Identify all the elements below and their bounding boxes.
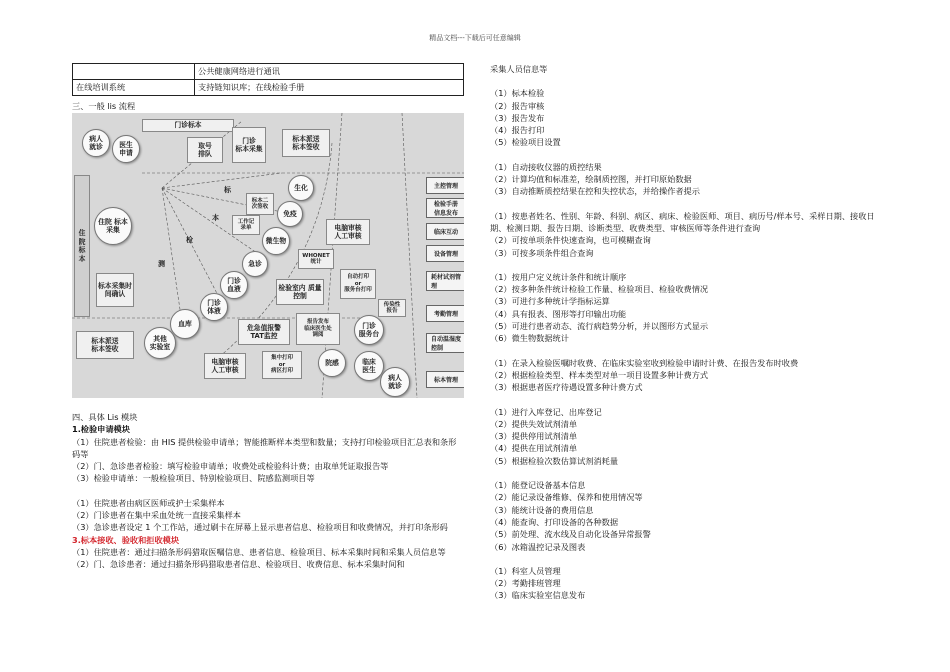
box-collection-time: 标本采集时间确认 <box>96 273 134 307</box>
box-computer-review: 电脑审核 人工审核 <box>326 219 370 245</box>
table-cell <box>73 64 195 80</box>
btn-master-control: 主控管理 <box>426 177 464 194</box>
box-infectious-report: 传染性 报告 <box>378 299 406 317</box>
btn-specimen-mgmt: 标本管理 <box>426 371 464 388</box>
box-dispatch-sign: 标本派送 标本签收 <box>282 129 330 157</box>
btn-temp-humidity: 自动温湿度 控制 <box>426 333 464 353</box>
list-item: （1）住院患者：通过扫描条形码猎取医嘱信息、患者信息、检验项目、标本采集时间和采集人员信息等 <box>72 546 446 557</box>
list-item: （5）可进行患者动态、流行病趋势分析，并以图形方式显示 <box>490 321 709 332</box>
table-cell: 支持链知识库；在线检验手册 <box>195 80 464 96</box>
box-whonet: WHONET 统计 <box>298 249 334 269</box>
circle-blood-bank: 血库 <box>170 309 200 339</box>
circle-infection: 院感 <box>318 349 346 377</box>
list-item: （4）具有报表、图形等打印输出功能 <box>490 308 627 319</box>
list-item: （3）急诊患者设定 1 个工作站，通过刷卡在屏幕上显示患者信息、检验项目和收费情况，并打印条形码 <box>72 522 448 533</box>
circle-patient-visit-2: 病人 就诊 <box>380 367 410 397</box>
box-outpatient-specimen: 门诊标本 <box>142 119 234 132</box>
list-item: （5）检验项目设置 <box>490 137 561 148</box>
box-work-record: 工作记 录单 <box>232 215 260 235</box>
list-item: （2）提供失效试剂清单 <box>490 418 578 429</box>
fan-label: 本 <box>212 214 219 222</box>
list-item: （1）按患者姓名、性别、年龄、科别、病区、病床、检验医师、项目、病历号/样本号、采样日期、接收日期、检测日期、报告日期、诊断类型、收费类型、审核医师等条件进行查询 <box>490 210 875 233</box>
circle-outpatient-blood: 门诊 血液 <box>220 271 248 299</box>
list-item: （1）能登记设备基本信息 <box>490 480 586 491</box>
box-outpatient-collection: 门诊 标本采集 <box>232 127 266 163</box>
top-table <box>72 63 464 96</box>
circle-service-desk: 门诊 服务台 <box>354 315 384 345</box>
list-item: （6）微生物数据统计 <box>490 333 569 344</box>
continued-text: 采集人员信息等 <box>490 64 548 74</box>
list-item: （4）能查询、打印设备的各种数据 <box>490 516 619 527</box>
box-dispatch-sign-2: 标本派送 标本签收 <box>76 331 134 359</box>
list-item: （4）报告打印 <box>490 125 545 136</box>
list-item: （5）前处理、流水线及自动化设备异常报警 <box>490 529 651 540</box>
list-item: （2）门、急诊患者检验：填写检验申请单；收费处或检验科计费；由取单凭证取报告等 <box>72 461 389 472</box>
box-second-sign: 标本二 次签收 <box>246 193 274 215</box>
list-item: （3）提供停用试剂清单 <box>490 431 578 442</box>
circle-microbiology: 微生物 <box>262 227 290 255</box>
fan-label: 标 <box>224 186 231 194</box>
list-item: （3）自动推断质控结果在控和失控状态，并给操作者提示 <box>490 186 700 197</box>
list-item: （1）在录入检验医嘱时收费、在临床实验室收到检验申请时计费、在报告发布时收费 <box>490 357 799 368</box>
box-computer-review-2: 电脑审核 人工审核 <box>204 353 246 379</box>
btn-clinical-interaction: 临床互动 <box>426 223 464 240</box>
list-item: （2）能记录设备维修、保养和使用情况等 <box>490 492 643 503</box>
btn-manual-publish: 检验手册 信息发布 <box>426 198 464 218</box>
circle-biochemistry: 生化 <box>288 175 314 201</box>
box-indoor-qc: 检验室内 质量控制 <box>276 279 324 305</box>
list-item: （1）住院患者检验：由 HIS 提供检验申请单；智能推断样本类型和数量；支持打印检验项目汇总表和条形码等 <box>72 436 457 459</box>
table-cell: 在线培训系统 <box>73 80 195 96</box>
circle-clinical-doctor: 临床 医生 <box>354 351 384 381</box>
box-auto-print: 自动打印 or 服务台打印 <box>340 269 376 299</box>
lis-flow-diagram <box>72 113 464 398</box>
section-title: 3.标本接收、验收和拒收模块 <box>72 534 180 545</box>
left-column <box>72 411 464 571</box>
list-item: （2）计算均值和标准差，绘制质控图，并打印原始数据 <box>490 174 692 185</box>
circle-emergency: 急诊 <box>242 251 268 277</box>
list-item: （2）可按单项条件快速查询，也可模糊查询 <box>490 235 651 246</box>
circle-inpatient-collection: 住院 标本采集 <box>94 207 132 245</box>
circle-other-lab: 其他 实验室 <box>144 327 176 359</box>
box-take-number: 取号 排队 <box>187 137 223 163</box>
list-item: （4）提供在用试剂清单 <box>490 443 578 454</box>
fan-label: 检 <box>186 236 193 244</box>
list-item: （3）能统计设备的费用信息 <box>490 504 594 515</box>
table-cell: 公共健康网络进行通讯 <box>195 64 464 80</box>
heading-general-flow: 三、一般 lis 流程 <box>72 101 136 111</box>
list-item: （3）根据患者医疗待遇设置多种计费方式 <box>490 382 643 393</box>
list-item: （1）按用户定义统计条件和统计顺序 <box>490 271 627 282</box>
list-item: （1）标本检验 <box>490 88 545 99</box>
list-item: （1）住院患者由病区医师或护士采集样本 <box>72 497 225 508</box>
list-item: （5）根据检验次数估算试剂消耗量 <box>490 455 619 466</box>
list-item: （1）进行入库登记、出库登记 <box>490 406 602 417</box>
box-critical-alarm: 危急值报警 TAT监控 <box>238 319 290 345</box>
circle-doctor-request: 医生 申请 <box>112 135 140 163</box>
list-item: （3）可按多项条件组合查询 <box>490 247 594 258</box>
section-title: 1.检验申请模块 <box>72 424 130 435</box>
page-header: 精品文档---下载后可任意编辑 <box>429 34 521 42</box>
list-item: （2）按多种条件统计检验工作量、检验项目、检验收费情况 <box>490 284 709 295</box>
circle-immunology: 免疫 <box>277 201 303 227</box>
list-item: （3）可进行多种统计学指标运算 <box>490 296 610 307</box>
btn-consumables: 耗材试剂管 理 <box>426 271 464 291</box>
btn-attendance: 考勤管理 <box>426 305 464 322</box>
list-item: （6）冰箱温控记录及图表 <box>490 541 586 552</box>
list-item: （2）门诊患者在集中采血处统一直接采集样本 <box>72 510 241 521</box>
list-item: （3）报告发布 <box>490 112 545 123</box>
circle-patient-visit: 病人 就诊 <box>82 129 110 157</box>
right-column <box>490 63 875 602</box>
heading-modules: 四、具体 Lis 模块 <box>72 412 138 422</box>
circle-outpatient-fluid: 门诊 体液 <box>200 293 228 321</box>
list-item: （2）根据检验类型、样本类型对单一项目设置多种计费方式 <box>490 369 709 380</box>
fan-label: 测 <box>158 260 165 268</box>
list-item: （3）检验申请单：一般检验项目、特别检验项目、院感监测项目等 <box>72 473 315 484</box>
box-inpatient-specimen: 住 院 标 本 <box>74 175 90 317</box>
list-item: （2）报告审核 <box>490 100 545 111</box>
btn-equipment: 设备管理 <box>426 245 464 262</box>
list-item: （2）考勤排班管理 <box>490 578 561 589</box>
box-central-print: 集中打印 or 病区打印 <box>262 351 302 379</box>
list-item: （1）自动接收仪器的质控结果 <box>490 161 602 172</box>
list-item: （2）门、急诊患者：通过扫描条形码猎取患者信息、检验项目、收费信息、标本采集时间和 <box>72 559 405 570</box>
list-item: （1）科室人员管理 <box>490 565 561 576</box>
box-report-release: 报告发布 临床医生处 调阅 <box>296 313 340 345</box>
list-item: （3）临床实验室信息发布 <box>490 590 586 601</box>
